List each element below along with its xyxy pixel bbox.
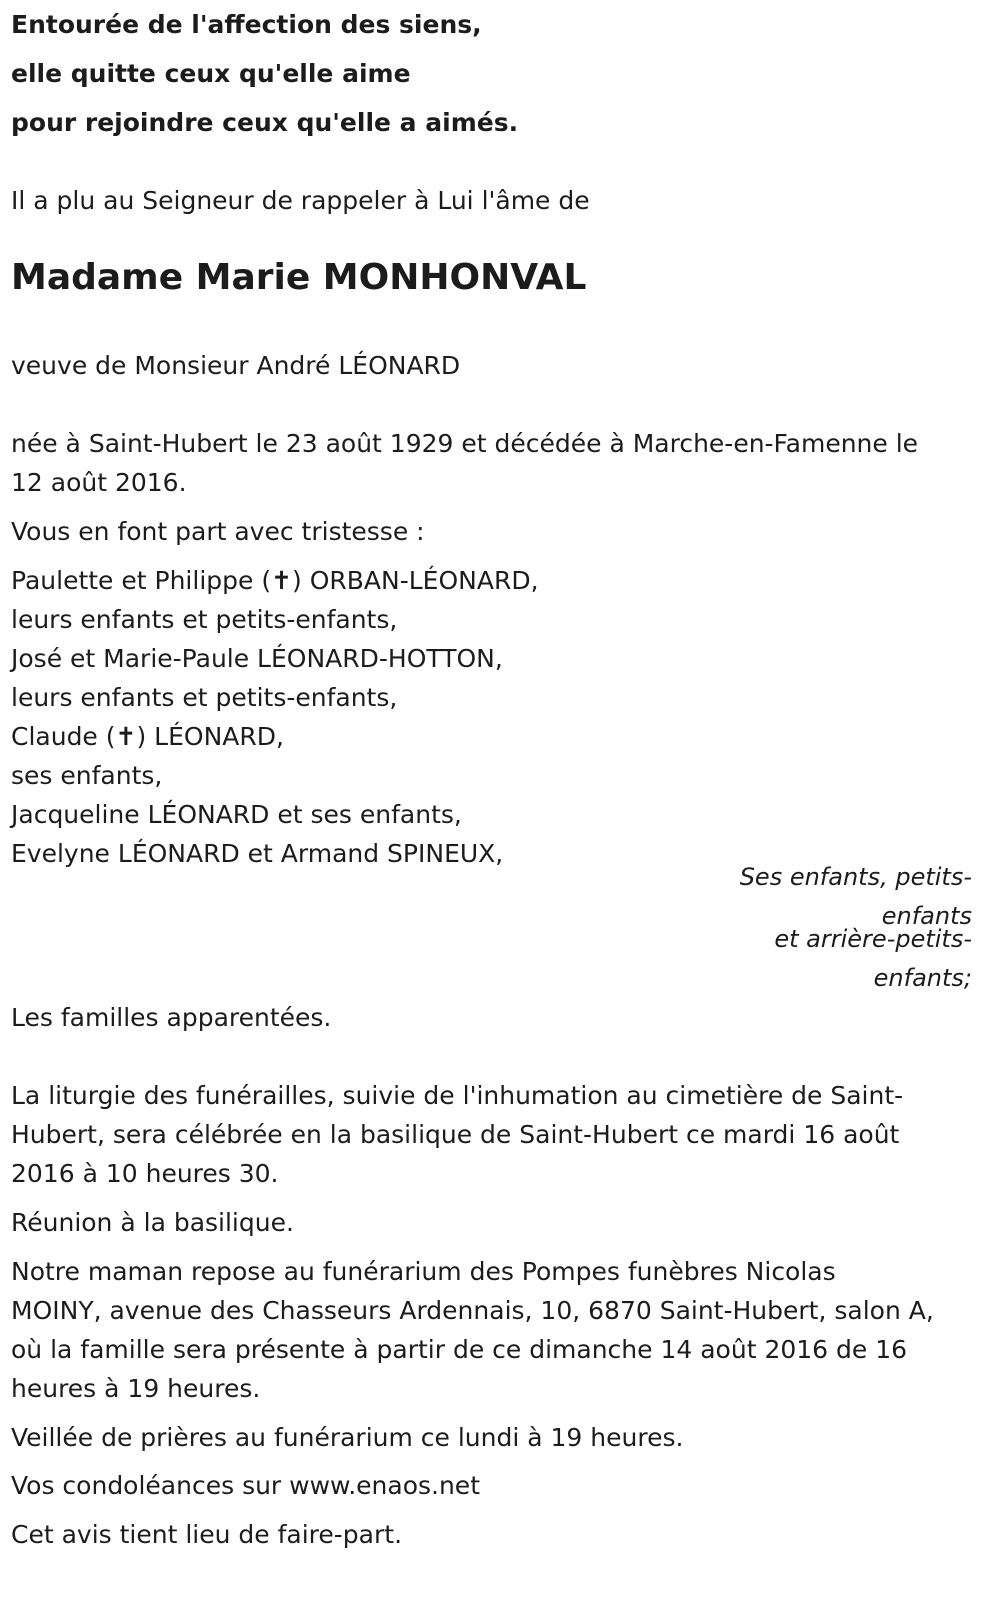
relatives: Les familles apparentées. — [11, 1003, 332, 1032]
intro-line: elle quitte ceux qu'elle aime — [11, 59, 411, 88]
deceased-name: Madame Marie MONHONVAL — [11, 257, 587, 298]
vigil: Veillée de prières au funérarium ce lundi à 19 heures. — [11, 1423, 684, 1452]
condolences: Vos condoléances sur www.enaos.net — [11, 1471, 480, 1500]
family-line: Evelyne LÉONARD et Armand SPINEUX, — [11, 839, 504, 868]
widow-of: veuve de Monsieur André LÉONARD — [11, 351, 461, 380]
intro-line: pour rejoindre ceux qu'elle a aimés. — [11, 108, 519, 137]
family-line: José et Marie-Paule LÉONARD-HOTTON, — [11, 644, 503, 673]
descendants-line: enfants — [881, 902, 972, 930]
family-line: ses enfants, — [11, 761, 163, 790]
descendants-line: et arrière-petits- — [774, 925, 972, 953]
birth-death-line: 12 août 2016. — [11, 468, 187, 497]
rest-line: où la famille sera présente à partir de ce dimanche 14 août 2016 de 16 — [11, 1335, 908, 1364]
family-line: Jacqueline LÉONARD et ses enfants, — [11, 800, 462, 829]
liturgy-line: Hubert, sera célébrée en la basilique de Saint-Hubert ce mardi 16 août — [11, 1120, 900, 1149]
birth-death-line: née à Saint-Hubert le 23 août 1929 et décédée à Marche-en-Famenne le — [11, 429, 919, 458]
family-line: leurs enfants et petits-enfants, — [11, 605, 398, 634]
liturgy-line: 2016 à 10 heures 30. — [11, 1159, 279, 1188]
rest-line: heures à 19 heures. — [11, 1374, 261, 1403]
announcement: Il a plu au Seigneur de rappeler à Lui l'âme de — [11, 186, 590, 215]
family-line: leurs enfants et petits-enfants, — [11, 683, 398, 712]
notice: Cet avis tient lieu de faire-part. — [11, 1520, 403, 1549]
family-line: Paulette et Philippe (✝) ORBAN-LÉONARD, — [11, 566, 539, 595]
rest-line: Notre maman repose au funérarium des Pompes funèbres Nicolas — [11, 1257, 836, 1286]
liturgy-line: La liturgie des funérailles, suivie de l'inhumation au cimetière de Saint- — [11, 1081, 904, 1110]
descendants-line: enfants; — [873, 964, 972, 992]
rest-line: MOINY, avenue des Chasseurs Ardennais, 10, 6870 Saint-Hubert, salon A, — [11, 1296, 934, 1325]
family-line: Claude (✝) LÉONARD, — [11, 722, 284, 751]
intro-line: Entourée de l'affection des siens, — [11, 10, 482, 39]
meeting: Réunion à la basilique. — [11, 1208, 294, 1237]
share-intro: Vous en font part avec tristesse : — [11, 517, 425, 546]
descendants-line: Ses enfants, petits- — [739, 863, 972, 891]
